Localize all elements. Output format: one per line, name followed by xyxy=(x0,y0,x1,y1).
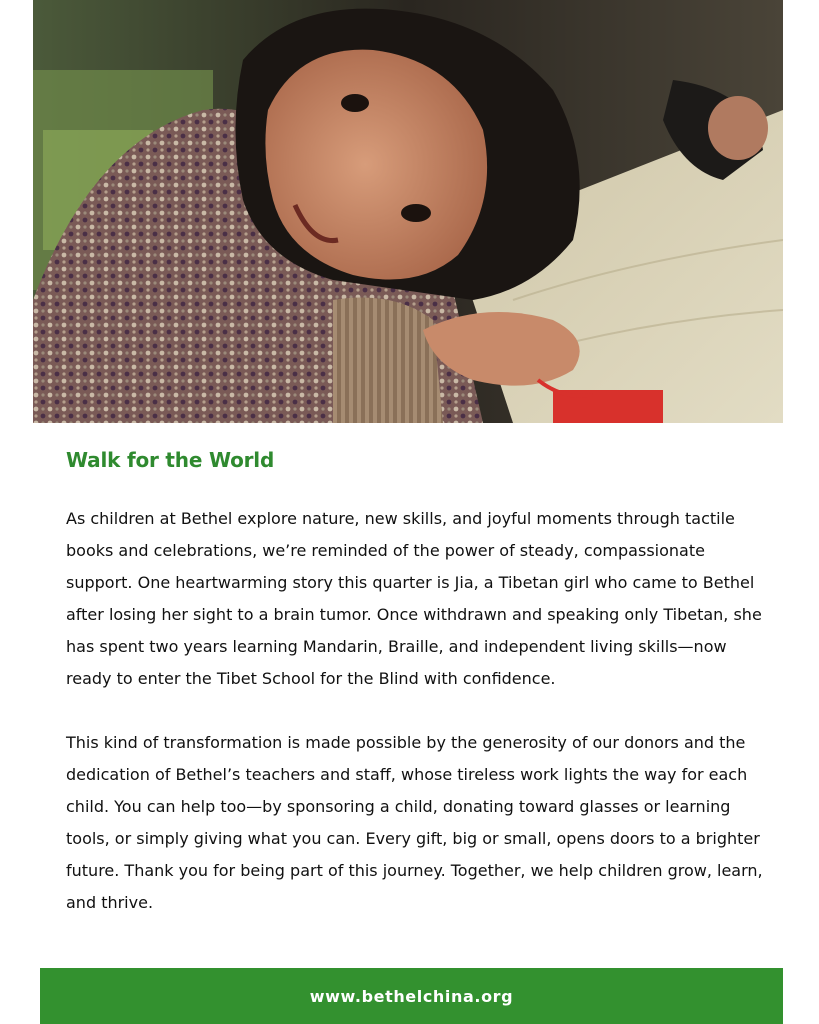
hero-photo xyxy=(33,0,783,423)
article-paragraph-2: This kind of transformation is made possible by the generosity of our donors and the dedication of Bethel’s teachers and staff, whose tireless work lights the way for each child. You can help too—by sponsoring a child, donating toward glasses or learning tools, or simply giving what you can. Every gift, big or small, opens doors to a brighter future. Thank you for being part of this journey. Together, we help children grow, learn, and thrive. xyxy=(66,733,763,912)
article-title: Walk for the World xyxy=(66,448,275,472)
footer-bar xyxy=(40,968,783,1024)
website-link[interactable]: www.bethelchina.org xyxy=(309,986,514,1006)
article-paragraph-1: As children at Bethel explore nature, new skills, and joyful moments through tactile books and celebrations, we’re reminded of the power of steady, compassionate support. One heartwarming story this quarter is Jia, a Tibetan girl who came to Bethel after losing her sight to a brain tumor. Once withdrawn and speaking only Tibetan, she has spent two years learning Mandarin, Braille, and independent living skills—now ready to enter the Tibet School for the Blind with confidence. xyxy=(66,509,762,688)
